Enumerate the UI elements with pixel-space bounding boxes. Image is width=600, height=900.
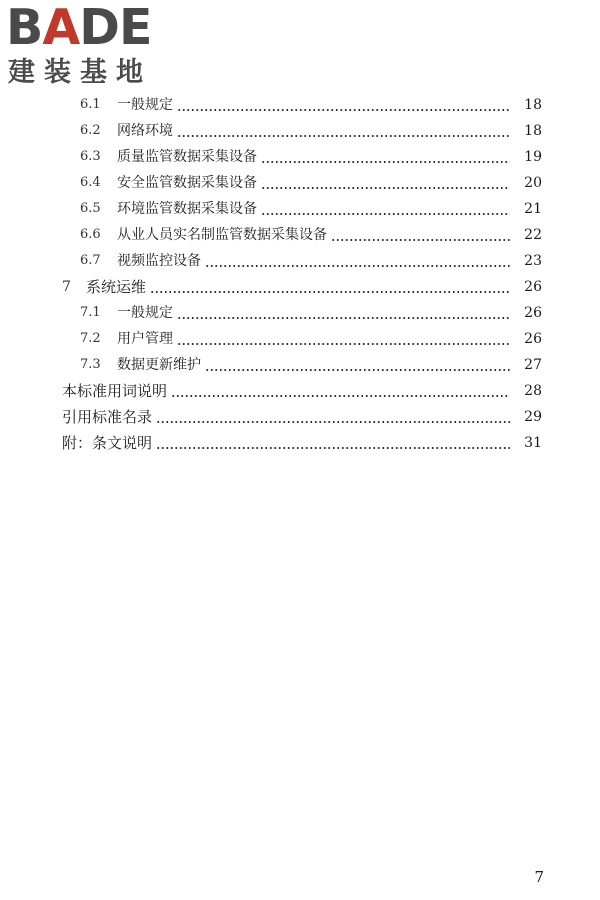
toc-leader-dots — [156, 447, 510, 449]
toc-top-entry[interactable] — [62, 376, 542, 400]
toc-leader-dots — [156, 421, 510, 423]
toc-entry-number: 7 — [62, 279, 71, 295]
toc-entry[interactable] — [80, 116, 542, 140]
toc-entry-number: 6.5 — [80, 201, 101, 216]
toc-entry-page: 22 — [524, 227, 542, 243]
toc-entry-number: 6.1 — [80, 97, 101, 112]
logo-accent-letter: A — [42, 0, 80, 56]
toc-entry-page: 26 — [524, 331, 542, 347]
toc-leader-dots — [177, 317, 510, 319]
toc-entry[interactable] — [80, 142, 542, 166]
toc-leader-dots — [177, 109, 510, 111]
toc-entry-number: 7.3 — [80, 357, 101, 372]
toc-entry-title: 附：条文说明 — [62, 434, 153, 452]
toc-entry-title: 视频监控设备 — [117, 253, 201, 269]
toc-entry[interactable] — [80, 168, 542, 192]
toc-entry-page: 19 — [524, 149, 542, 165]
toc-entry[interactable] — [80, 298, 542, 322]
toc-entry-title: 网络环境 — [117, 123, 173, 139]
toc-entry-page: 23 — [524, 253, 542, 269]
toc-entry-title: 环境监管数据采集设备 — [117, 201, 257, 217]
toc-leader-dots — [150, 291, 510, 293]
toc-leader-dots — [261, 187, 510, 189]
toc-entry-page: 21 — [524, 201, 542, 217]
toc-entry[interactable] — [80, 324, 542, 348]
toc-entry[interactable] — [80, 220, 542, 244]
toc-entry-number: 6.6 — [80, 227, 101, 242]
toc-entry-title: 质量监管数据采集设备 — [117, 149, 257, 165]
toc-entry[interactable] — [80, 194, 542, 218]
toc-entry-title: 从业人员实名制监管数据采集设备 — [117, 227, 327, 243]
toc-chapter-entry[interactable] — [62, 272, 542, 296]
toc-leader-dots — [171, 395, 510, 397]
toc-entry-page: 20 — [524, 175, 542, 191]
toc-entry-page: 26 — [524, 279, 542, 295]
toc-entry-title: 数据更新维护 — [117, 357, 201, 373]
toc-leader-dots — [261, 213, 510, 215]
toc-leader-dots — [205, 265, 510, 267]
toc-entry-title: 本标准用词说明 — [62, 382, 168, 400]
toc-entry-page: 28 — [524, 383, 542, 399]
toc-entry[interactable] — [80, 90, 542, 114]
toc-entry[interactable] — [80, 350, 542, 374]
toc-entry-title: 引用标准名录 — [62, 408, 153, 426]
toc-leader-dots — [177, 343, 510, 345]
toc-entry-number: 7.2 — [80, 331, 101, 346]
toc-leader-dots — [331, 239, 510, 241]
toc-leader-dots — [177, 135, 510, 137]
toc-entry-number: 7.1 — [80, 305, 101, 320]
toc-entry-number: 6.3 — [80, 149, 101, 164]
page-number: 7 — [534, 868, 544, 886]
toc-entry-page: 27 — [524, 357, 542, 373]
toc-leader-dots — [205, 369, 510, 371]
logo-wordmark: BADE — [6, 0, 152, 56]
toc-entry-title: 安全监管数据采集设备 — [117, 175, 257, 191]
bade-logo — [6, 2, 181, 92]
toc-leader-dots — [261, 161, 510, 163]
toc-entry-page: 26 — [524, 305, 542, 321]
toc-entry-title: 一般规定 — [117, 305, 173, 321]
toc-entry-title: 用户管理 — [117, 331, 173, 347]
toc-entry-page: 18 — [524, 97, 542, 113]
toc-entry-page: 18 — [524, 123, 542, 139]
toc-entry-title: 系统运维 — [86, 278, 147, 296]
toc-entry-number: 6.4 — [80, 175, 101, 190]
toc-entry-number: 6.7 — [80, 253, 101, 268]
toc-entry-title: 一般规定 — [117, 97, 173, 113]
toc-top-entry[interactable] — [62, 402, 542, 426]
toc-entry-page: 31 — [524, 435, 542, 451]
logo-subtitle: 建装基地 — [8, 57, 152, 88]
toc-entry-number: 6.2 — [80, 123, 101, 138]
toc-entry[interactable] — [80, 246, 542, 270]
toc-entry-page: 29 — [524, 409, 542, 425]
toc-top-entry[interactable] — [62, 428, 542, 452]
